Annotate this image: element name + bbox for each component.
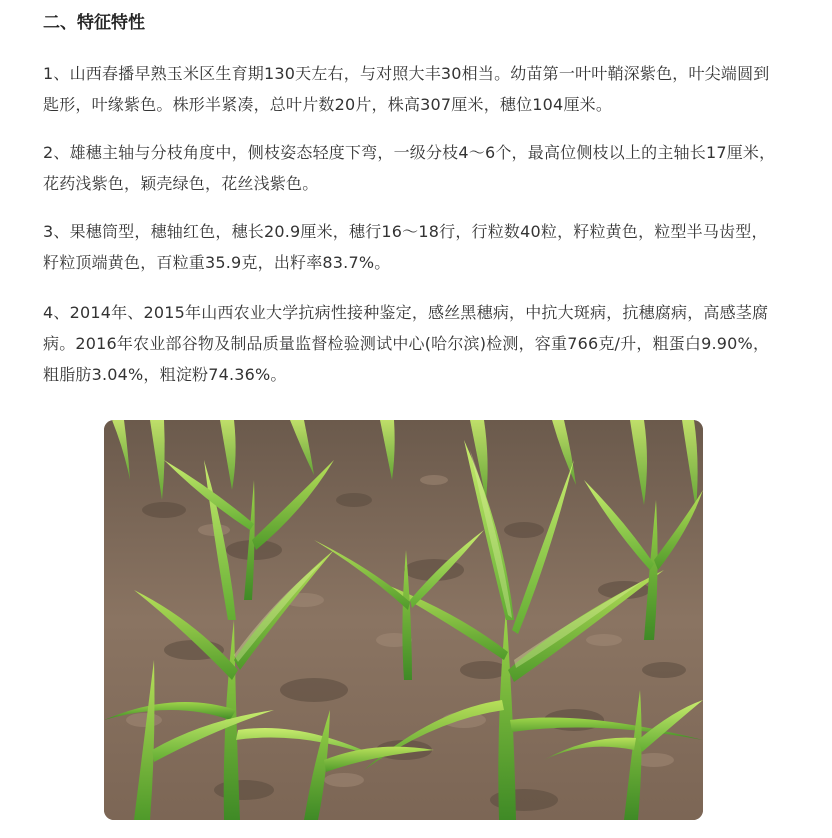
section-title: 二、特征特性: [43, 13, 145, 33]
trait-paragraph-4: 4、2014年、2015年山西农业大学抗病性接种鉴定，感丝黑穗病，中抗大斑病，抗穗腐病，高感茎腐病。2016年农业部谷物及制品质量监督检验测试中心(哈尔滨)检测，容重766克/升，粗蛋白9.90%，粗脂肪3.04%，粗淀粉74.36%。: [43, 303, 770, 384]
trait-paragraph-1: 1、山西春播早熟玉米区生育期130天左右，与对照大丰30相当。幼苗第一叶叶鞘深紫色，叶尖端圆到匙形，叶缘紫色。株形半紧凑，总叶片数20片，株高307厘米，穗位104厘米。: [43, 64, 770, 114]
trait-paragraph-2: 2、雄穗主轴与分枝角度中，侧枝姿态轻度下弯，一级分枝4～6个，最高位侧枝以上的主轴长17厘米，花药浅紫色，颖壳绿色，花丝浅紫色。: [43, 143, 776, 193]
corn-seedlings-photo: [104, 420, 703, 820]
trait-paragraph-3: 3、果穗筒型，穗轴红色，穗长20.9厘米，穗行16～18行，行粒数40粒，籽粒黄色，粒型半马齿型，籽粒顶端黄色，百粒重35.9克，出籽率83.7%。: [43, 222, 768, 272]
